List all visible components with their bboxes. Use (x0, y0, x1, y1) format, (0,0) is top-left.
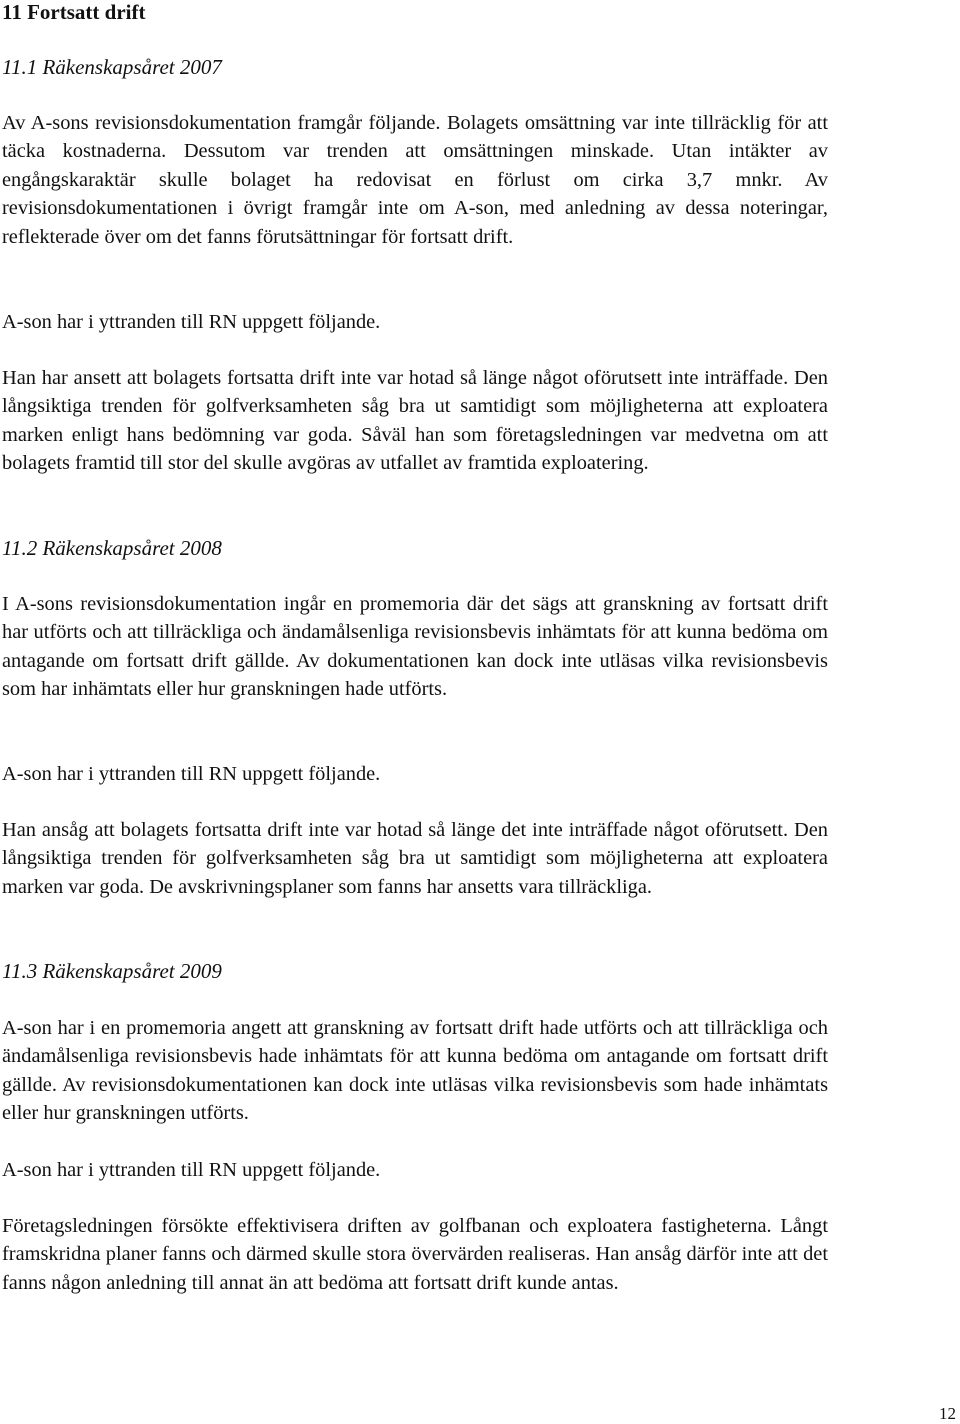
paragraph-2009-statement-intro: A-son har i yttranden till RN uppgett följande. (2, 1159, 381, 1181)
section-heading-2008: 11.2 Räkenskapsåret 2008 (2, 536, 222, 560)
chapter-heading: 11 Fortsatt drift (2, 0, 146, 24)
paragraph-2007-statement-intro: A-son har i yttranden till RN uppgett följande. (2, 311, 381, 333)
paragraph-2007-findings: Av A-sons revisionsdokumentation framgår följande. Bolagets omsättning var inte tillräcklig för att täcka kostnaderna. Dessutom var trenden att omsättningen minskade. Utan intäkter av engångskaraktär skulle bolaget ha redovisat en förlust om cirka 3,7 mnkr. Av revisionsdokumentationen i övrigt framgår inte om A-son, med anledning av dessa noteringar, reflekterade över om det fanns förutsättningar för fortsatt drift. (2, 112, 828, 248)
paragraph-2008-findings: I A-sons revisionsdokumentation ingår en promemoria där det sägs att granskning av fortsatt drift har utförts och att tillräckliga och ändamålsenliga revisionsbevis inhämtats för att kunna bedöma om antagande om fortsatt drift gällde. Av dokumentationen kan dock inte utläsas vilka revisionsbevis som har inhämtats eller hur granskningen hade utförts. (2, 593, 828, 701)
paragraph-2008-statement-intro: A-son har i yttranden till RN uppgett följande. (2, 763, 381, 785)
paragraph-2008-statement: Han ansåg att bolagets fortsatta drift inte var hotad så länge det inte inträffade något oförutsett. Den långsiktiga trenden för golfverksamheten såg bra ut samtidigt som möjligheterna att exploatera marken var goda. De avskrivningsplaner som fanns har ansetts vara tillräckliga. (2, 819, 828, 898)
paragraph-2007-statement: Han har ansett att bolagets fortsatta drift inte var hotad så länge något oförutsett inte inträffade. Den långsiktiga trenden för golfverksamheten såg bra ut samtidigt som möjligheterna att exploatera marken enligt hans bedömning var goda. Såväl han som företagsledningen var medvetna om att bolagets framtid till stor del skulle avgöras av utfallet av framtida exploatering. (2, 367, 828, 475)
section-heading-2009: 11.3 Räkenskapsåret 2009 (2, 959, 222, 983)
paragraph-2009-statement: Företagsledningen försökte effektivisera driften av golfbanan och exploatera fastigheterna. Långt framskridna planer fanns och därmed skulle stora övervärden realiseras. Han ansåg därför inte att det fanns någon anledning till annat än att bedöma att fortsatt drift kunde antas. (2, 1215, 828, 1294)
paragraph-2009-findings: A-son har i en promemoria angett att granskning av fortsatt drift hade utförts och att tillräckliga och ändamålsenliga revisionsbevis hade inhämtats för att kunna bedöma om antagande om fortsatt drift gällde. Av revisionsdokumentationen kan dock inte utläsas vilka revisionsbevis som hade inhämtats eller hur granskningen utförts. (2, 1017, 828, 1125)
page-number: 12 (939, 1404, 956, 1423)
section-heading-2007: 11.1 Räkenskapsåret 2007 (2, 55, 222, 79)
